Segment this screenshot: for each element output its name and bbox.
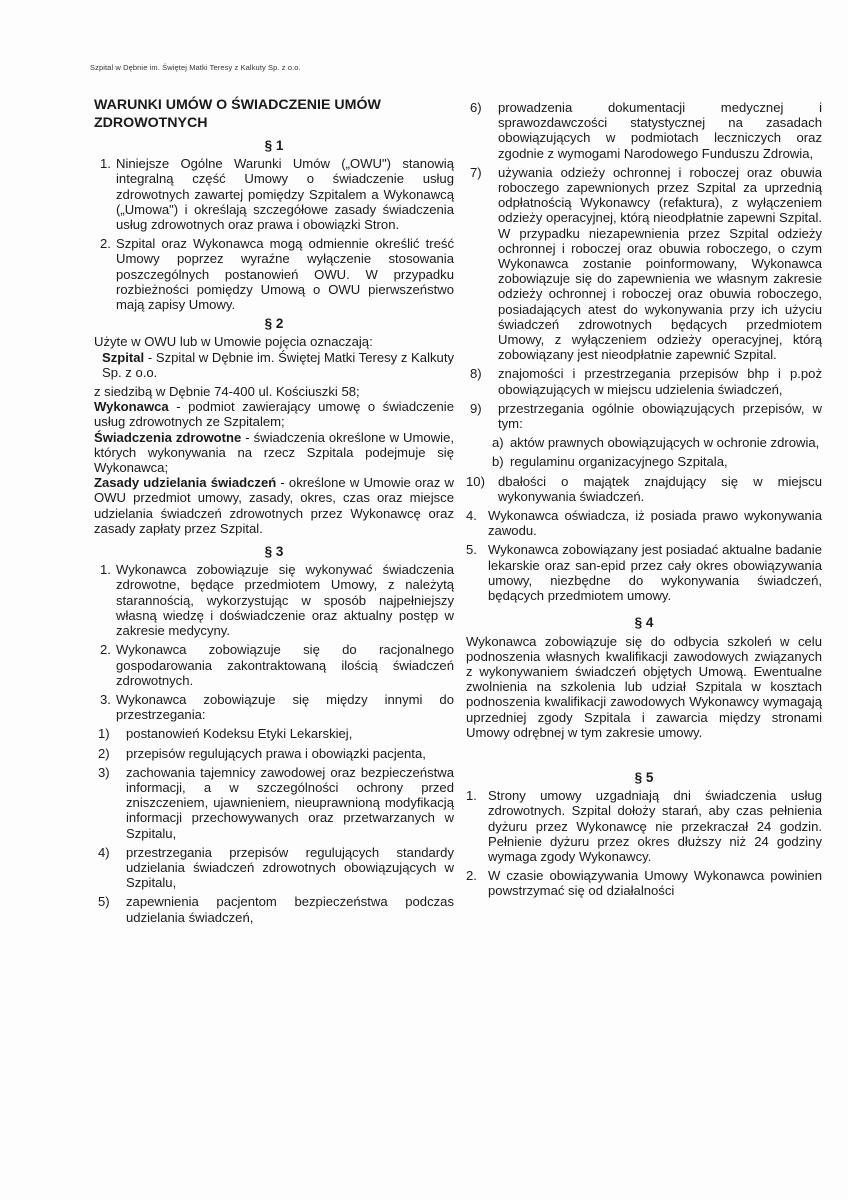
subclause-number: 9) (470, 400, 482, 416)
subclause-3-3-8 (466, 366, 822, 396)
clause-text: Szpital oraz Wykonawca mogą odmiennie określić treść Umowy poprzez wyraźne wyłączenie stosowania poszczególnych postanowień OWU. W przypadku rozbieżności pomiędzy Umową o OWU pierwszeństwo mają zapisy Umowy. (116, 236, 454, 313)
section-heading-5: § 5 (634, 769, 654, 785)
letter-text: aktów prawnych obowiązujących w ochronie zdrowia, (510, 435, 820, 451)
clause-1-1 (94, 156, 454, 232)
section-4-text: Wykonawca zobowiązuje się do odbycia szkoleń w celu podnoszenia własnych kwalifikacji zawodowych związanych z wykonywaniem świadczeń objętych Umową. Ewentualne zwolnienia na szkolenia lub udział Szpitala w kosztach podnoszenia kwalifikacji zawodowych Wykonawcy wymagają uprzedniej zgody Szpitala i zawarcia między stronami Umowy odrębnej w tym zakresie umowy. (466, 633, 822, 740)
clause-number: 2. (100, 642, 111, 658)
subclause-text: przestrzegania ogólnie obowiązujących przepisów, w tym: (498, 400, 822, 432)
definition-swiadczenia (94, 430, 454, 476)
subclause-number: 6) (470, 100, 482, 115)
subclause-number: 1) (98, 726, 110, 742)
subclause-3-3-9-b (466, 454, 822, 469)
clause-3-5 (466, 542, 822, 603)
clause-text: Wykonawca zobowiązuje się do racjonalnego gospodarowania zakontraktowaną ilością świadczeń zdrowotnych. (116, 642, 454, 688)
clause-text: Wykonawca zobowiązuje się między innymi do przestrzegania: (116, 691, 454, 723)
subclause-3-3-10 (466, 474, 822, 504)
subclause-text: przepisów regulujących prawa i obowiązki pacjenta, (126, 745, 426, 761)
definition-text: - świadczenia określone w Umowie, których wykonywania na rzecz Szpitala podejmuje się Wykonawca; (94, 429, 454, 476)
subclause-3-3-9 (466, 401, 822, 431)
section-heading-1: § 1 (264, 138, 284, 153)
clause-number: 1. (100, 156, 111, 172)
document-header: Szpital w Dębnie im. Świętej Matki Teresy z Kalkuty Sp. z o.o. (90, 63, 301, 72)
definition-term: Zasady udzielania świadczeń (94, 475, 277, 491)
letter-text: regulaminu organizacyjnego Szpitala, (510, 454, 728, 470)
right-column (466, 100, 822, 903)
letter-number: a) (492, 435, 504, 451)
clause-3-2 (94, 642, 454, 688)
clause-text: Wykonawca oświadcza, iż posiada prawo wykonywania zawodu. (488, 508, 822, 539)
subclause-text: zapewnienia pacjentom bezpieczeństwa podczas udzielania świadczeń, (126, 894, 454, 925)
clause-text: W czasie obowiązywania Umowy Wykonawca powinien powstrzymać się od działalności (488, 868, 822, 899)
subclause-text: postanowień Kodeksu Etyki Lekarskiej, (126, 726, 353, 742)
subclause-text: używania odzieży ochronnej i roboczej oraz obuwia roboczego zapewnionych przez Szpital za uprzednią odpłatnością Wykonawcy (refaktura), z wyłączeniem odzieży operacyjnej, którą nieodpłatnie zapewni Szpital. W przypadku niezapewnienia przez Szpital odzieży ochronnej i roboczej oraz obuwia roboczego, o czym Wykonawca zostanie poinformowany, Wykonawca zobowiązuje się do zapewnienia we własnym zakresie odzieży ochronnej i roboczej oraz obuwia roboczego, posiadających atest do wykonywania przy ich użyciu świadczeń zdrowotnych będących przedmiotem Umowy, z wyłączeniem odzieży operacyjnej, którą zobowiązany jest nieodpłatnie zapewnić Szpital. (498, 164, 822, 363)
left-column (94, 134, 454, 929)
clause-text: Wykonawca zobowiązuje się wykonywać świadczenia zdrowotne, będące przedmiotem Umowy, z należytą starannością, wykorzystując w sposób najpełniejszy własną wiedzę i doświadczenie oraz aktualny postęp w zakresie medycyny. (116, 562, 454, 639)
clause-number: 5. (466, 542, 477, 558)
subclause-number: 3) (98, 764, 110, 780)
section-heading-3: § 3 (264, 544, 284, 560)
clause-3-3 (94, 692, 454, 722)
subclause-3-3-3 (94, 765, 454, 841)
subclause-3-3-5 (94, 894, 454, 924)
definition-term: Szpital (102, 349, 145, 365)
clause-1-2 (94, 236, 454, 312)
subclause-3-3-1 (94, 726, 454, 741)
letter-number: b) (492, 454, 504, 470)
subclause-3-3-4 (94, 845, 454, 891)
clause-text: Wykonawca zobowiązany jest posiadać aktualne badanie lekarskie oraz san-epid przez cały okres obowiązywania umowy, niezbędne do wykonywania świadczeń, będących przedmiotem umowy. (488, 542, 822, 604)
section-heading-4: § 4 (634, 615, 654, 631)
subclause-number: 5) (98, 894, 110, 910)
subclause-number: 4) (98, 844, 110, 860)
subclause-number: 10) (466, 473, 485, 489)
clause-5-2 (466, 868, 822, 898)
subclause-3-3-6 (466, 100, 822, 161)
definition-szpital (94, 350, 454, 380)
subclause-text: dbałości o majątek znajdujący się w miejscu wykonywania świadczeń. (498, 473, 822, 504)
subclause-text: zachowania tajemnicy zawodowej oraz bezpieczeństwa informacji, a w szczególności ochrony przed zniszczeniem, ujawnieniem, nieuprawnioną modyfikacją informacji przechowywanych oraz przetwarzanych w Szpitalu, (126, 764, 454, 841)
subclause-number: 7) (470, 164, 482, 180)
clause-3-4 (466, 508, 822, 538)
clause-5-1 (466, 788, 822, 864)
section-heading-2: § 2 (264, 316, 284, 332)
clause-3-1 (94, 562, 454, 638)
clause-number: 1. (466, 788, 477, 804)
clause-number: 4. (466, 508, 477, 524)
subclause-text: przestrzegania przepisów regulujących standardy udzielania świadczeń zdrowotnych obowiązujących w Szpitalu, (126, 844, 454, 891)
subclause-text: prowadzenia dokumentacji medycznej i sprawozdawczości statystycznej na zasadach obowiązujących w podmiotach leczniczych oraz zgodnie z wymogami Narodowego Funduszu Zdrowia, (498, 100, 822, 161)
subclause-number: 8) (470, 366, 482, 382)
clause-number: 1. (100, 562, 111, 578)
document-title: WARUNKI UMÓW O ŚWIADCZENIE UMÓW ZDROWOTNYCH (94, 97, 381, 131)
definition-text: - Szpital w Dębnie im. Świętej Matki Teresy z Kalkuty Sp. z o.o. (102, 349, 454, 380)
definition-term: Wykonawca (94, 399, 169, 415)
clause-number: 2. (466, 868, 477, 884)
clause-text: Strony umowy uzgadniają dni świadczenia usług zdrowotnych. Szpital dołoży starań, aby czas pełnienia dyżuru przez Wykonawcę nie przekraczał 24 godzin. Pełnienie dyżuru przez okres dłuższy niż 24 godziny wymaga zgody Wykonawcy. (488, 788, 822, 864)
clause-number: 2. (100, 236, 111, 252)
definition-text: - określone w Umowie oraz w OWU przedmiot umowy, zasady, okres, czas oraz miejsce udzielania świadczeń zdrowotnych przez Wykonawcę oraz zasady zapłaty przez Szpital. (94, 475, 455, 536)
clause-text: Niniejsze Ogólne Warunki Umów („OWU") stanowią integralną część Umowy o świadczenie usług zdrowotnych zawartej pomiędzy Szpitalem a Wykonawcą („Umowa") i określają szczegółowe zasady świadczenia usług zdrowotnych oraz prawa i obowiązki Stron. (116, 156, 454, 233)
subclause-3-3-9-a (466, 435, 822, 450)
subclause-text: znajomości i przestrzegania przepisów bhp i p.poż obowiązujących w miejscu udzielenia świadczeń, (498, 366, 822, 397)
subclause-3-3-7 (466, 165, 822, 363)
definition-term: Świadczenia zdrowotne (94, 429, 242, 445)
subclause-3-3-2 (94, 746, 454, 761)
subclause-number: 2) (98, 745, 110, 761)
clause-number: 3. (100, 691, 111, 707)
definition-text: - podmiot zawierający umowę o świadczenie usług zdrowotnych ze Szpitalem; (94, 399, 454, 430)
definition-wykonawca (94, 399, 454, 429)
definitions-intro: Użyte w OWU lub w Umowie pojęcia oznaczają: (94, 334, 373, 350)
definition-address: z siedzibą w Dębnie 74-400 ul. Kościuszki 58; (94, 384, 360, 400)
definition-zasady (94, 475, 454, 536)
